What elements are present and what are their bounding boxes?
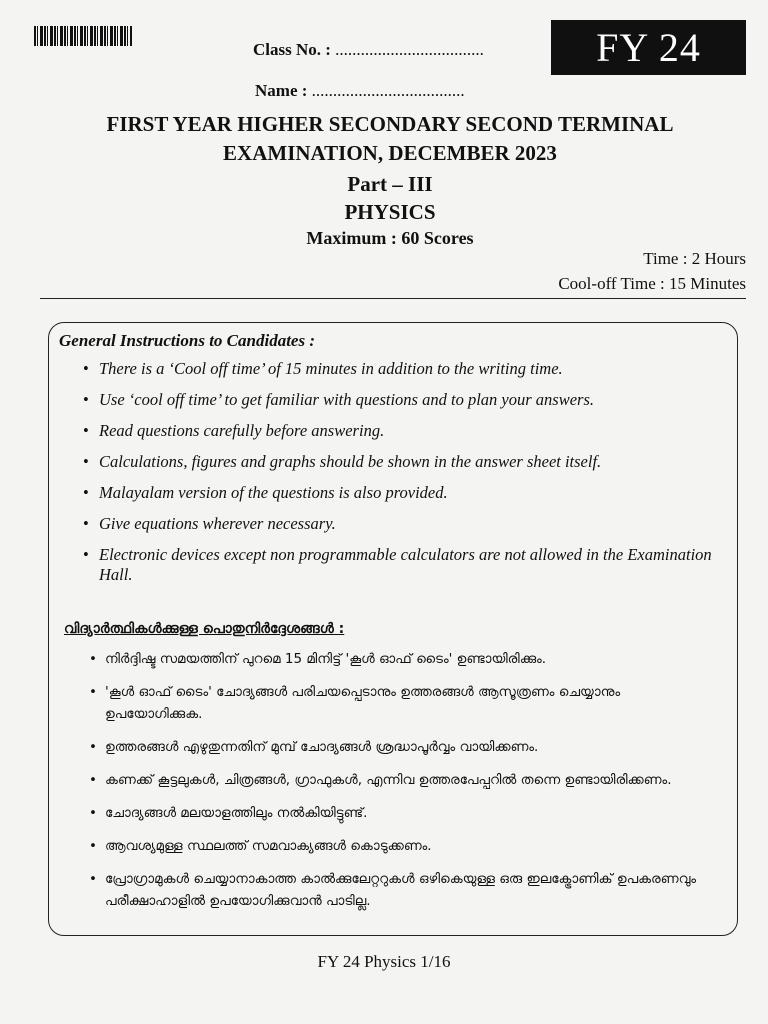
exam-title-line-1: FIRST YEAR HIGHER SECONDARY SECOND TERMINAL — [106, 112, 674, 136]
malayalam-instruction-item: • പ്രോഗ്രാമുകൾ ചെയ്യാനാകാത്ത കാൽക്കുലേറ്ററുകൾ ഒഴികെയുള്ള ഒരു ഇലക്ട്രോണിക് ഉപകരണവും പരീക്ഷാഹാളിൽ ഉപയോഗിക്കുവാൻ പാടില്ല. — [89, 868, 719, 912]
paper-code-box — [551, 20, 746, 75]
barcode — [34, 26, 132, 46]
exam-title-line-2: EXAMINATION, DECEMBER 2023 — [223, 141, 557, 165]
instruction-item: • Give equations wherever necessary. — [83, 514, 713, 534]
malayalam-instruction-item: • 'കൂൾ ഓഫ് ടൈം' ചോദ്യങ്ങൾ പരിചയപ്പെടാനും ഉത്തരങ്ങൾ ആസൂത്രണം ചെയ്യാനും ഉപയോഗിക്കുക. — [89, 681, 719, 725]
exam-title — [40, 110, 740, 250]
time-info — [558, 246, 746, 296]
malayalam-instruction-item: • നിർദ്ദിഷ്ട സമയത്തിന് പുറമെ 15 മിനിട്ട് 'കൂൾ ഓഫ് ടൈം' ഉണ്ടായിരിക്കും. — [89, 648, 719, 670]
paper-code: FY 24 — [596, 25, 701, 70]
malayalam-instructions-list — [89, 648, 719, 923]
time-duration: Time : 2 Hours — [643, 249, 746, 268]
instruction-item: • Use ‘cool off time’ to get familiar with questions and to plan your answers. — [83, 390, 713, 410]
name-blank: .................................... — [311, 81, 465, 100]
class-number-label: Class No. : — [253, 40, 331, 59]
malayalam-instructions-heading: വിദ്യാർത്ഥികൾക്കുള്ള പൊതുനിർദ്ദേശങ്ങൾ : — [64, 621, 345, 637]
malayalam-instruction-item: • കണക്ക് കൂട്ടലുകൾ, ചിത്രങ്ങൾ, ഗ്രാഫുകൾ, എന്നിവ ഉത്തരപേപ്പറിൽ തന്നെ ഉണ്ടായിരിക്കണം. — [89, 769, 719, 791]
class-number-blank: ................................... — [335, 40, 484, 59]
instructions-heading: General Instructions to Candidates : — [59, 331, 315, 350]
instructions-box — [48, 322, 738, 936]
class-number-field — [253, 40, 484, 60]
page-footer: FY 24 Physics 1/16 — [317, 952, 451, 971]
exam-subject: PHYSICS — [344, 200, 436, 224]
cool-off-time: Cool-off Time : 15 Minutes — [558, 274, 746, 293]
malayalam-instruction-item: • ആവശ്യമുള്ള സ്ഥലത്ത് സമവാക്യങ്ങൾ കൊടുക്കണം. — [89, 835, 719, 857]
instruction-item: • Read questions carefully before answering. — [83, 421, 713, 441]
maximum-scores: Maximum : 60 Scores — [306, 228, 474, 248]
name-field — [255, 81, 465, 101]
instruction-item: • Calculations, figures and graphs should be shown in the answer sheet itself. — [83, 452, 713, 472]
malayalam-instruction-item: • ഉത്തരങ്ങൾ എഴുതുന്നതിന് മുമ്പ് ചോദ്യങ്ങൾ ശ്രദ്ധാപൂർവ്വം വായിക്കണം. — [89, 736, 719, 758]
horizontal-rule — [40, 298, 746, 299]
instruction-item: • Malayalam version of the questions is also provided. — [83, 483, 713, 503]
english-instructions-list — [83, 359, 713, 596]
exam-part: Part – III — [347, 172, 433, 196]
name-label: Name : — [255, 81, 308, 100]
malayalam-instruction-item: • ചോദ്യങ്ങൾ മലയാളത്തിലും നൽകിയിട്ടുണ്ട്. — [89, 802, 719, 824]
instruction-item: • Electronic devices except non programmable calculators are not allowed in the Examination Hall. — [83, 545, 713, 585]
instruction-item: • There is a ‘Cool off time’ of 15 minutes in addition to the writing time. — [83, 359, 713, 379]
